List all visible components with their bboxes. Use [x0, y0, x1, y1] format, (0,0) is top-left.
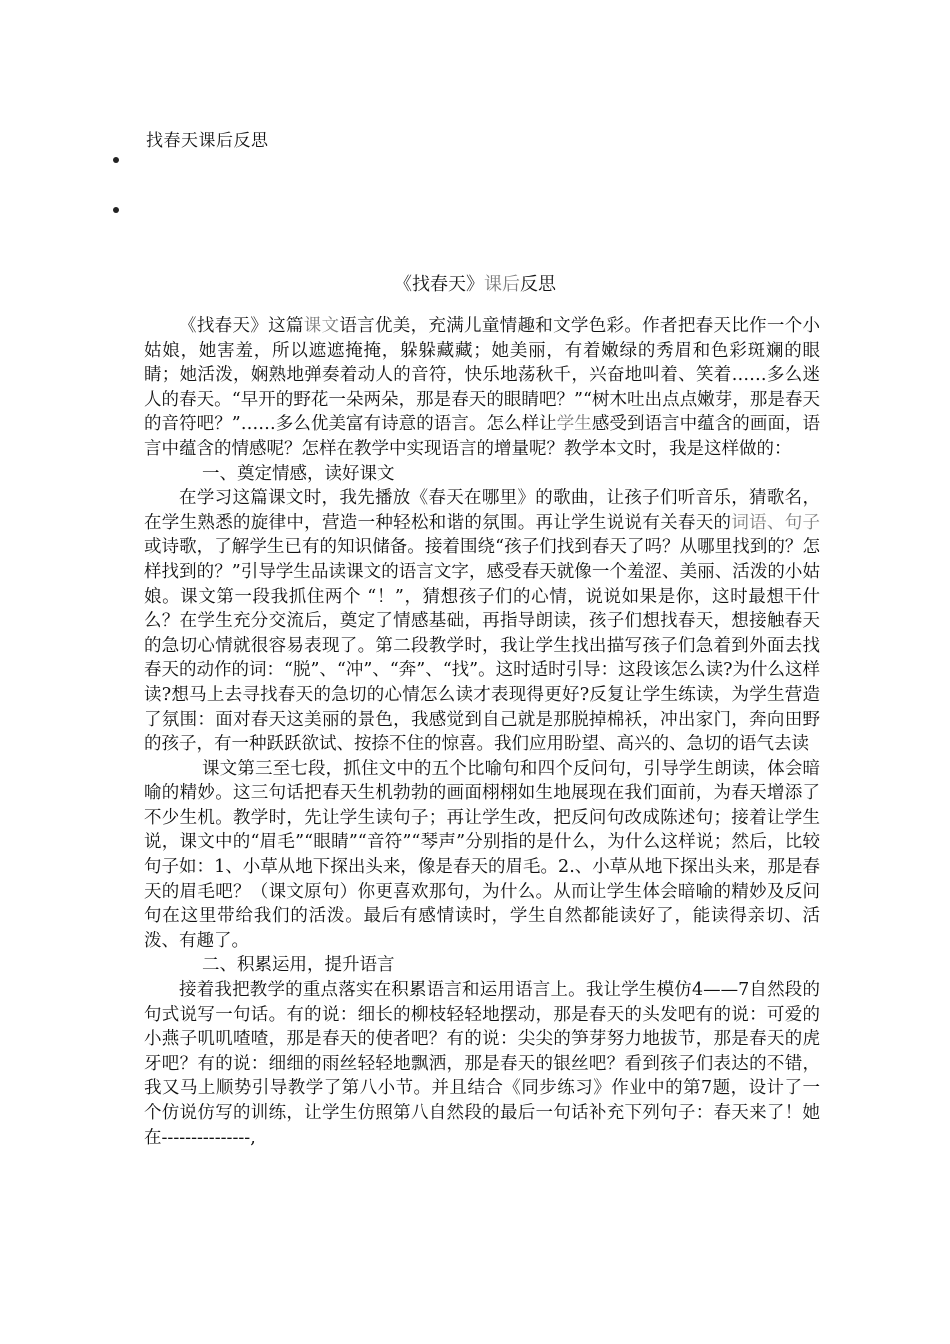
page-header-title: 找春天课后反思 [146, 131, 269, 151]
bullet-point [113, 207, 119, 213]
paragraph-text: 或诗歌，了解学生已有的知识储备。接着围绕“孩子们找到春天了吗？从哪里找到的？怎样找到的？”引导学生品读课文的语言文字，感受春天就像一个羞涩、美丽、活泼的小姑娘。课文第一段我抓住两个 “！”，猜想孩子们的心情，说说如果是你，这时最想干什么？在学生充分交流后，奠定了情感基础，再指导朗读，孩子们想找春天，想接触春天的急切心情就很容易表现了。第二段教学时，我让学生找出描写孩子们急着到外面去找春天的动作的词：“脱”、“冲”、“奔”、“找”。这时适时引导：这段该怎么读?为什么这样读?想马上去寻找春天的急切的心情怎么读才表现得更好?反复让学生练读，为学生营造了氛围：面对春天这美丽的景色，我感觉到自己就是那脱掉棉袄，冲出家门，奔向田野的孩子，有一种跃跃欲试、按捺不住的惊喜。我们应用盼望、高兴的、急切的语气去读 [144, 537, 820, 755]
paragraph-intro [144, 314, 820, 462]
title-text: 《找春天》 [394, 274, 484, 295]
paragraph-text: 语言优美，充满儿童情趣和文学色彩。作者把春天比作一个小姑娘，她害羞，所以遮遮掩掩，躲躲藏藏；她美丽，有着嫩绿的秀眉和色彩斑斓的眼睛；她活泼，娴熟地弹奏着动人的音符，快乐地荡秋千，兴奋地叫着、笑着……多么迷人的春天。“早开的野花一朵两朵，那是春天的眼睛吧？”“树木吐出点点嫩芽，那是春天的音符吧？”……多么优美富有诗意的语言。怎么样让 [144, 316, 821, 435]
paragraph-section-1 [144, 486, 820, 757]
title-link-keguo[interactable]: 课后 [484, 274, 520, 295]
title-text: 反思 [520, 274, 556, 295]
link-ciyu-juzi[interactable]: 词语、句子 [731, 512, 821, 533]
document-body [144, 314, 820, 1150]
section-heading-1: 一、奠定情感，读好课文 [202, 463, 395, 484]
link-kewen[interactable]: 课文 [303, 316, 340, 336]
paragraph-section-1b: 课文第三至七段，抓住文中的五个比喻句和四个反问句，引导学生朗读，体会暗喻的精妙。这三句话把春天生机勃勃的画面栩栩如生地展现在我们面前，为春天增添了不少生机。教学时，先让学生读句子；再让学生改，把反问句改成陈述句；接着让学生说，课文中的“眉毛”“眼睛”“音符”“琴声”分别指的是什么，为什么这样说；然后，比较句子如：1、小草从地下探出头来，像是春天的眉毛。2.、小草从地下探出头来，那是春天的眉毛吧？（课文原句）你更喜欢那句，为什么。从而让学生体会暗喻的精妙及反问句在这里带给我们的活泼。最后有感情读时，学生自然都能读好了，能读得亲切、活泼、有趣了。 [144, 758, 820, 951]
bullet-point [113, 157, 119, 163]
paragraph-text: 在学习这篇课文时，我先播放《春天在哪里》的歌曲，让孩子们听音乐，猜歌名，在学生熟悉的旋律中，营造一种轻松和谐的氛围。再让学生说说有关春天的 [144, 488, 820, 533]
paragraph-section-2: 接着我把教学的重点落实在积累语言和运用语言上。我让学生模仿4——7自然段的句式说写一句话。有的说：细长的柳枝轻轻地摆动，那是春天的头发吧有的说：可爱的小燕子叽叽喳喳，那是春天的使者吧？有的说：尖尖的笋芽努力地拔节，那是春天的虎牙吧？有的说：细细的雨丝轻轻地飘洒，那是春天的银丝吧？看到孩子们表达的不错，我又马上顺势引导教学了第八小节。并且结合《同步练习》作业中的第7题，设计了一个仿说仿写的训练，让学生仿照第八自然段的最后一句话补充下列句子：春天来了！她在---------------, [144, 980, 820, 1148]
document-title [0, 270, 950, 296]
paragraph-text: 感受到语言中蕴含的画面，语言中蕴含的情感呢？怎样在教学中实现语言的增量呢？教学本文时，我是这样做的： [144, 414, 821, 459]
section-heading-2: 二、积累运用，提升语言 [202, 955, 395, 976]
paragraph-text: 《找春天》这篇 [179, 316, 304, 336]
link-xuesheng[interactable]: 学生 [556, 414, 592, 435]
